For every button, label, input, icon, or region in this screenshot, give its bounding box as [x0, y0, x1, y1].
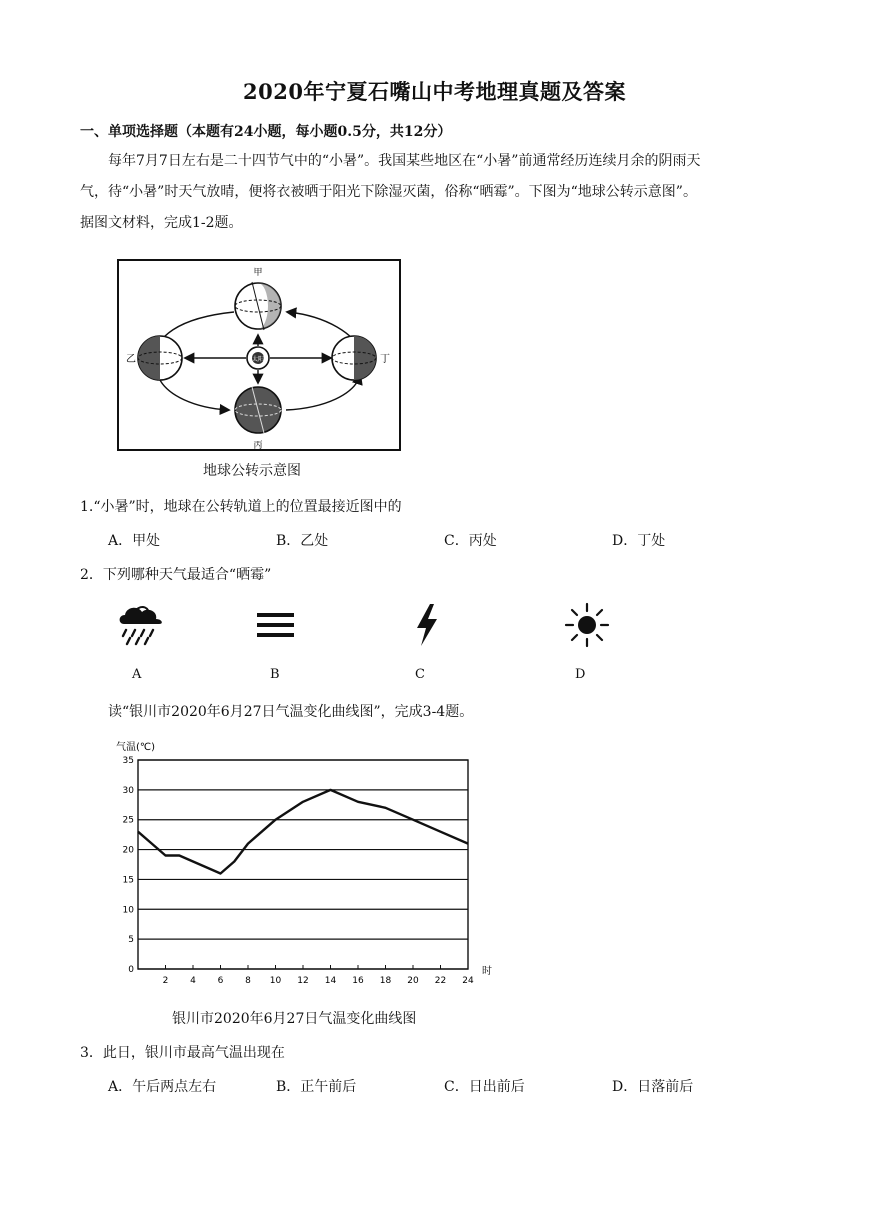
q1-option-a: A．甲处: [108, 533, 161, 549]
x-tick-label: 8: [245, 976, 251, 986]
x-tick-label: 24: [462, 976, 474, 986]
y-tick-label: 15: [122, 875, 134, 886]
read-prompt: 读“银川市2020年6月27日气温变化曲线图”，完成3-4题。: [108, 704, 474, 720]
orbit-caption: 地球公转示意图: [203, 463, 301, 479]
y-tick-label: 35: [122, 756, 134, 766]
intro-line-2: 气，待“小暑”时天气放晴，便将衣被晒于阳光下除湿灭菌，俗称“晒霉”。下图为“地球公转示意图”。: [80, 184, 697, 200]
y-tick-label: 0: [128, 965, 134, 975]
x-tick-label: 18: [379, 976, 392, 986]
sun-icon: [564, 602, 610, 648]
y-tick-label: 20: [122, 845, 134, 856]
x-tick-label: 2: [162, 976, 169, 986]
q1-stem: 1.“小暑”时，地球在公转轨道上的位置最接近图中的: [80, 499, 402, 515]
label-jia: 甲: [253, 268, 263, 278]
q3-option-b: B．正午前后: [276, 1079, 357, 1095]
q3-stem: 3．此日，银川市最高气温出现在: [80, 1045, 285, 1061]
lightning-icon: [412, 603, 442, 647]
y-tick-label: 30: [122, 785, 134, 796]
label-bing: 丙: [253, 441, 263, 451]
intro-line-3: 据图文材料，完成1-2题。: [80, 215, 243, 231]
chart-ylabel: 气温(℃): [116, 742, 156, 753]
q2-label-c: C: [415, 667, 425, 682]
temperature-chart: [112, 736, 498, 990]
q2-label-a: A: [132, 667, 142, 682]
x-tick-label: 12: [297, 976, 309, 986]
chart-xlabel: 时: [482, 966, 492, 977]
section-heading: 一、单项选择题（本题有24小题，每小题0.5分，共12分）: [80, 124, 452, 140]
q2-label-d: D: [575, 667, 586, 682]
orbit-diagram: [116, 258, 402, 454]
q3-option-c: C．日出前后: [444, 1079, 525, 1095]
x-tick-label: 20: [407, 976, 419, 986]
label-yi: 乙: [126, 354, 136, 365]
q2-stem: 2．下列哪种天气最适合“晒霉”: [80, 567, 272, 583]
y-tick-label: 5: [128, 935, 134, 946]
x-tick-label: 22: [434, 976, 447, 986]
label-ding: 丁: [380, 354, 390, 365]
fog-icon: [256, 610, 296, 640]
y-tick-label: 10: [122, 905, 134, 916]
chart-frame: [138, 760, 468, 969]
x-tick-label: 14: [324, 976, 337, 986]
temperature-line: [138, 790, 468, 874]
q1-option-b: B．乙处: [276, 533, 329, 549]
q1-option-c: C．丙处: [444, 533, 497, 549]
page-title: 2020年宁夏石嘴山中考地理真题及答案: [243, 79, 626, 104]
x-tick-label: 6: [217, 976, 224, 986]
x-tick-label: 16: [352, 976, 364, 986]
chart-caption: 银川市2020年6月27日气温变化曲线图: [172, 1011, 417, 1027]
rain-cloud-icon: [114, 602, 168, 648]
x-tick-label: 4: [190, 976, 196, 986]
q2-label-b: B: [270, 667, 280, 682]
q3-option-a: A．午后两点左右: [108, 1079, 217, 1095]
x-tick-label: 10: [269, 976, 282, 986]
intro-line-1: 每年7月7日左右是二十四节气中的“小暑”。我国某些地区在“小暑”前通常经历连续月余的阴雨天: [108, 153, 701, 169]
y-tick-label: 25: [122, 815, 134, 826]
label-sun: 太阳: [251, 356, 265, 363]
q1-option-d: D．丁处: [612, 533, 666, 549]
q3-option-d: D．日落前后: [612, 1079, 694, 1095]
